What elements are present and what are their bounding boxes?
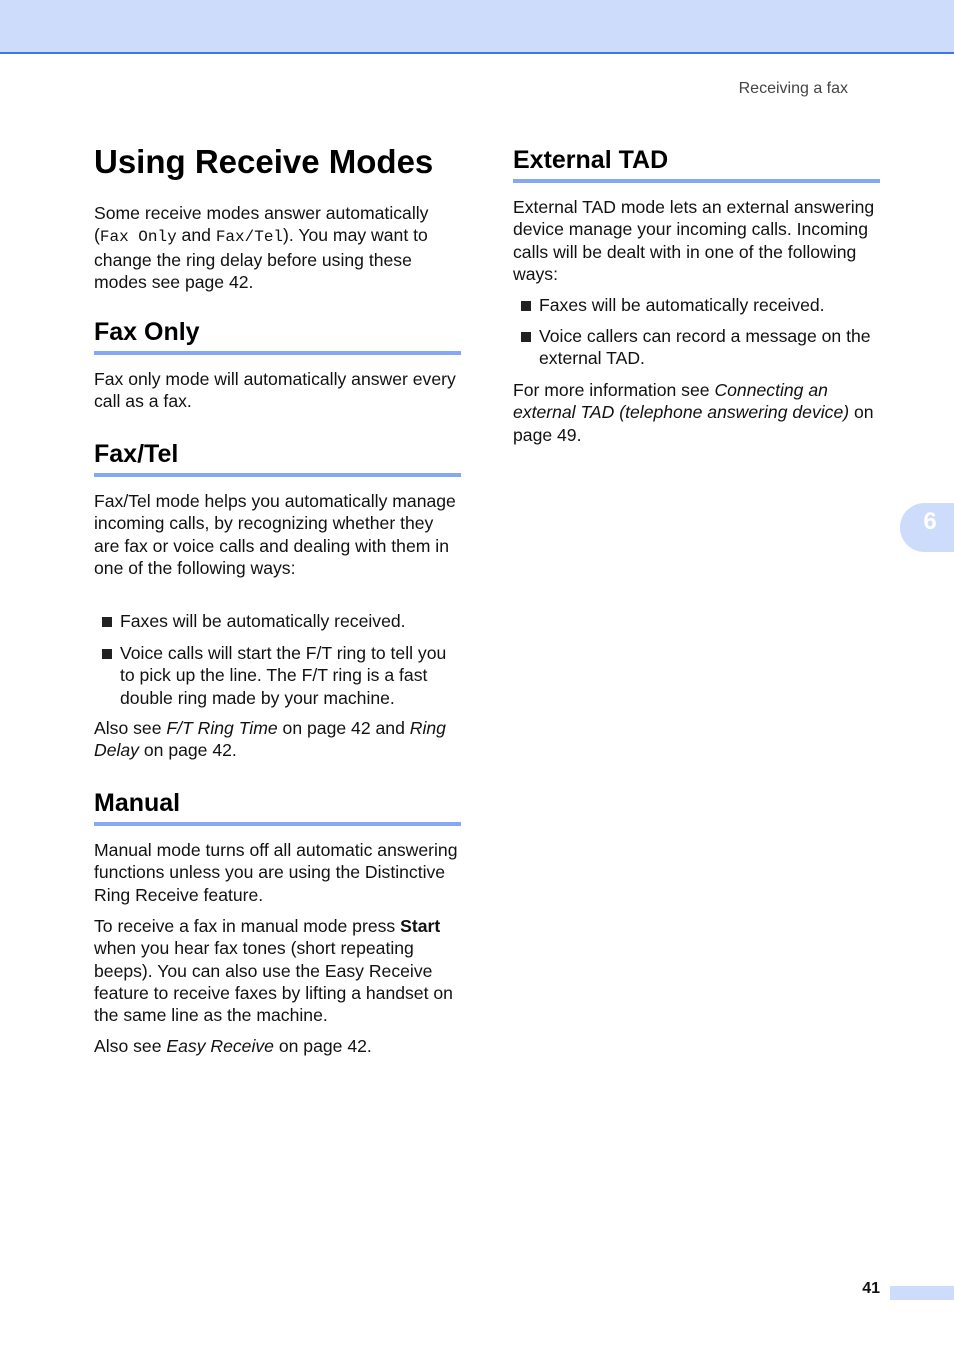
ring-delay-reference: Ring Delay xyxy=(94,718,446,761)
see-also-text-3: on page 42. xyxy=(138,740,237,761)
external-tad-paragraph: External TAD mode lets an external answering device manage your incoming calls. Incoming calls will be dealt with in one of the following ways: xyxy=(513,197,875,284)
running-header: Receiving a fax xyxy=(738,80,848,97)
list-item xyxy=(513,325,880,370)
list-item-text: Faxes will be automatically received. xyxy=(539,295,825,315)
fax-only-paragraph: Fax only mode will automatically answer every call as a fax. xyxy=(94,369,456,412)
manual-instructions-paragraph xyxy=(94,915,461,1026)
fax-only-mode-code: Fax Only xyxy=(99,228,177,247)
section-heading-fax-tel: Fax/Tel xyxy=(94,439,461,477)
manual-text-2: when you hear fax tones (short repeating beeps). You can also use the Easy Receive feature to receive faxes by lifting a handset on the same line as the machine. xyxy=(94,938,453,1026)
list-item xyxy=(94,642,461,709)
fax-tel-see-also xyxy=(94,717,461,762)
list-item-text: Voice calls will start the F/T ring to tell you to pick up the line. The F/T ring is a fast double ring made by your machine. xyxy=(120,643,447,708)
start-key-label: Start xyxy=(400,916,441,936)
see-also-text-2: on page 42. xyxy=(273,1036,372,1056)
fax-tel-mode-code: Fax/Tel xyxy=(215,228,284,247)
see-also-text-2: on page 42 and xyxy=(277,718,410,738)
square-bullet-icon xyxy=(102,649,112,659)
manual-text-1: To receive a fax in manual mode press xyxy=(94,916,401,936)
page-number: 41 xyxy=(862,1280,880,1297)
more-info-text-2: on page 49. xyxy=(513,402,874,445)
section-heading-manual: Manual xyxy=(94,788,461,826)
page-title: Using Receive Modes xyxy=(94,143,434,180)
ft-ring-time-reference: F/T Ring Time xyxy=(166,718,278,738)
intro-text-2: and xyxy=(176,225,216,246)
external-tad-more-info xyxy=(513,379,880,446)
page-number-bar xyxy=(890,1286,954,1300)
section-heading-external-tad: External TAD xyxy=(513,145,880,183)
square-bullet-icon xyxy=(521,332,531,342)
square-bullet-icon xyxy=(521,301,531,311)
more-info-text-1: For more information see xyxy=(513,380,715,400)
see-also-text-1: Also see xyxy=(94,1036,167,1056)
connecting-external-tad-reference: Connecting an external TAD (telephone answering device) xyxy=(513,380,850,423)
list-item xyxy=(94,610,461,632)
header-band xyxy=(0,0,954,54)
intro-text-1: Some receive modes answer automatically ( xyxy=(94,203,429,246)
easy-receive-reference: Easy Receive xyxy=(166,1036,274,1056)
intro-text-3: ). You may want to change the ring delay before using these modes see page 42. xyxy=(94,225,428,292)
see-also-text-1: Also see xyxy=(94,718,167,738)
list-item-text: Faxes will be automatically received. xyxy=(120,611,406,631)
chapter-number: 6 xyxy=(923,508,937,535)
section-heading-fax-only: Fax Only xyxy=(94,317,461,355)
intro-paragraph xyxy=(94,202,461,293)
list-item xyxy=(513,294,880,316)
manual-paragraph: Manual mode turns off all automatic answering functions unless you are using the Distinctive Ring Receive feature. xyxy=(94,840,458,905)
manual-see-also xyxy=(94,1035,461,1057)
list-item-text: Voice callers can record a message on the external TAD. xyxy=(539,326,871,369)
square-bullet-icon xyxy=(102,617,112,627)
fax-tel-paragraph: Fax/Tel mode helps you automatically manage incoming calls, by recognizing whether they are fax or voice calls and dealing with them in one of the following ways: xyxy=(94,491,456,578)
